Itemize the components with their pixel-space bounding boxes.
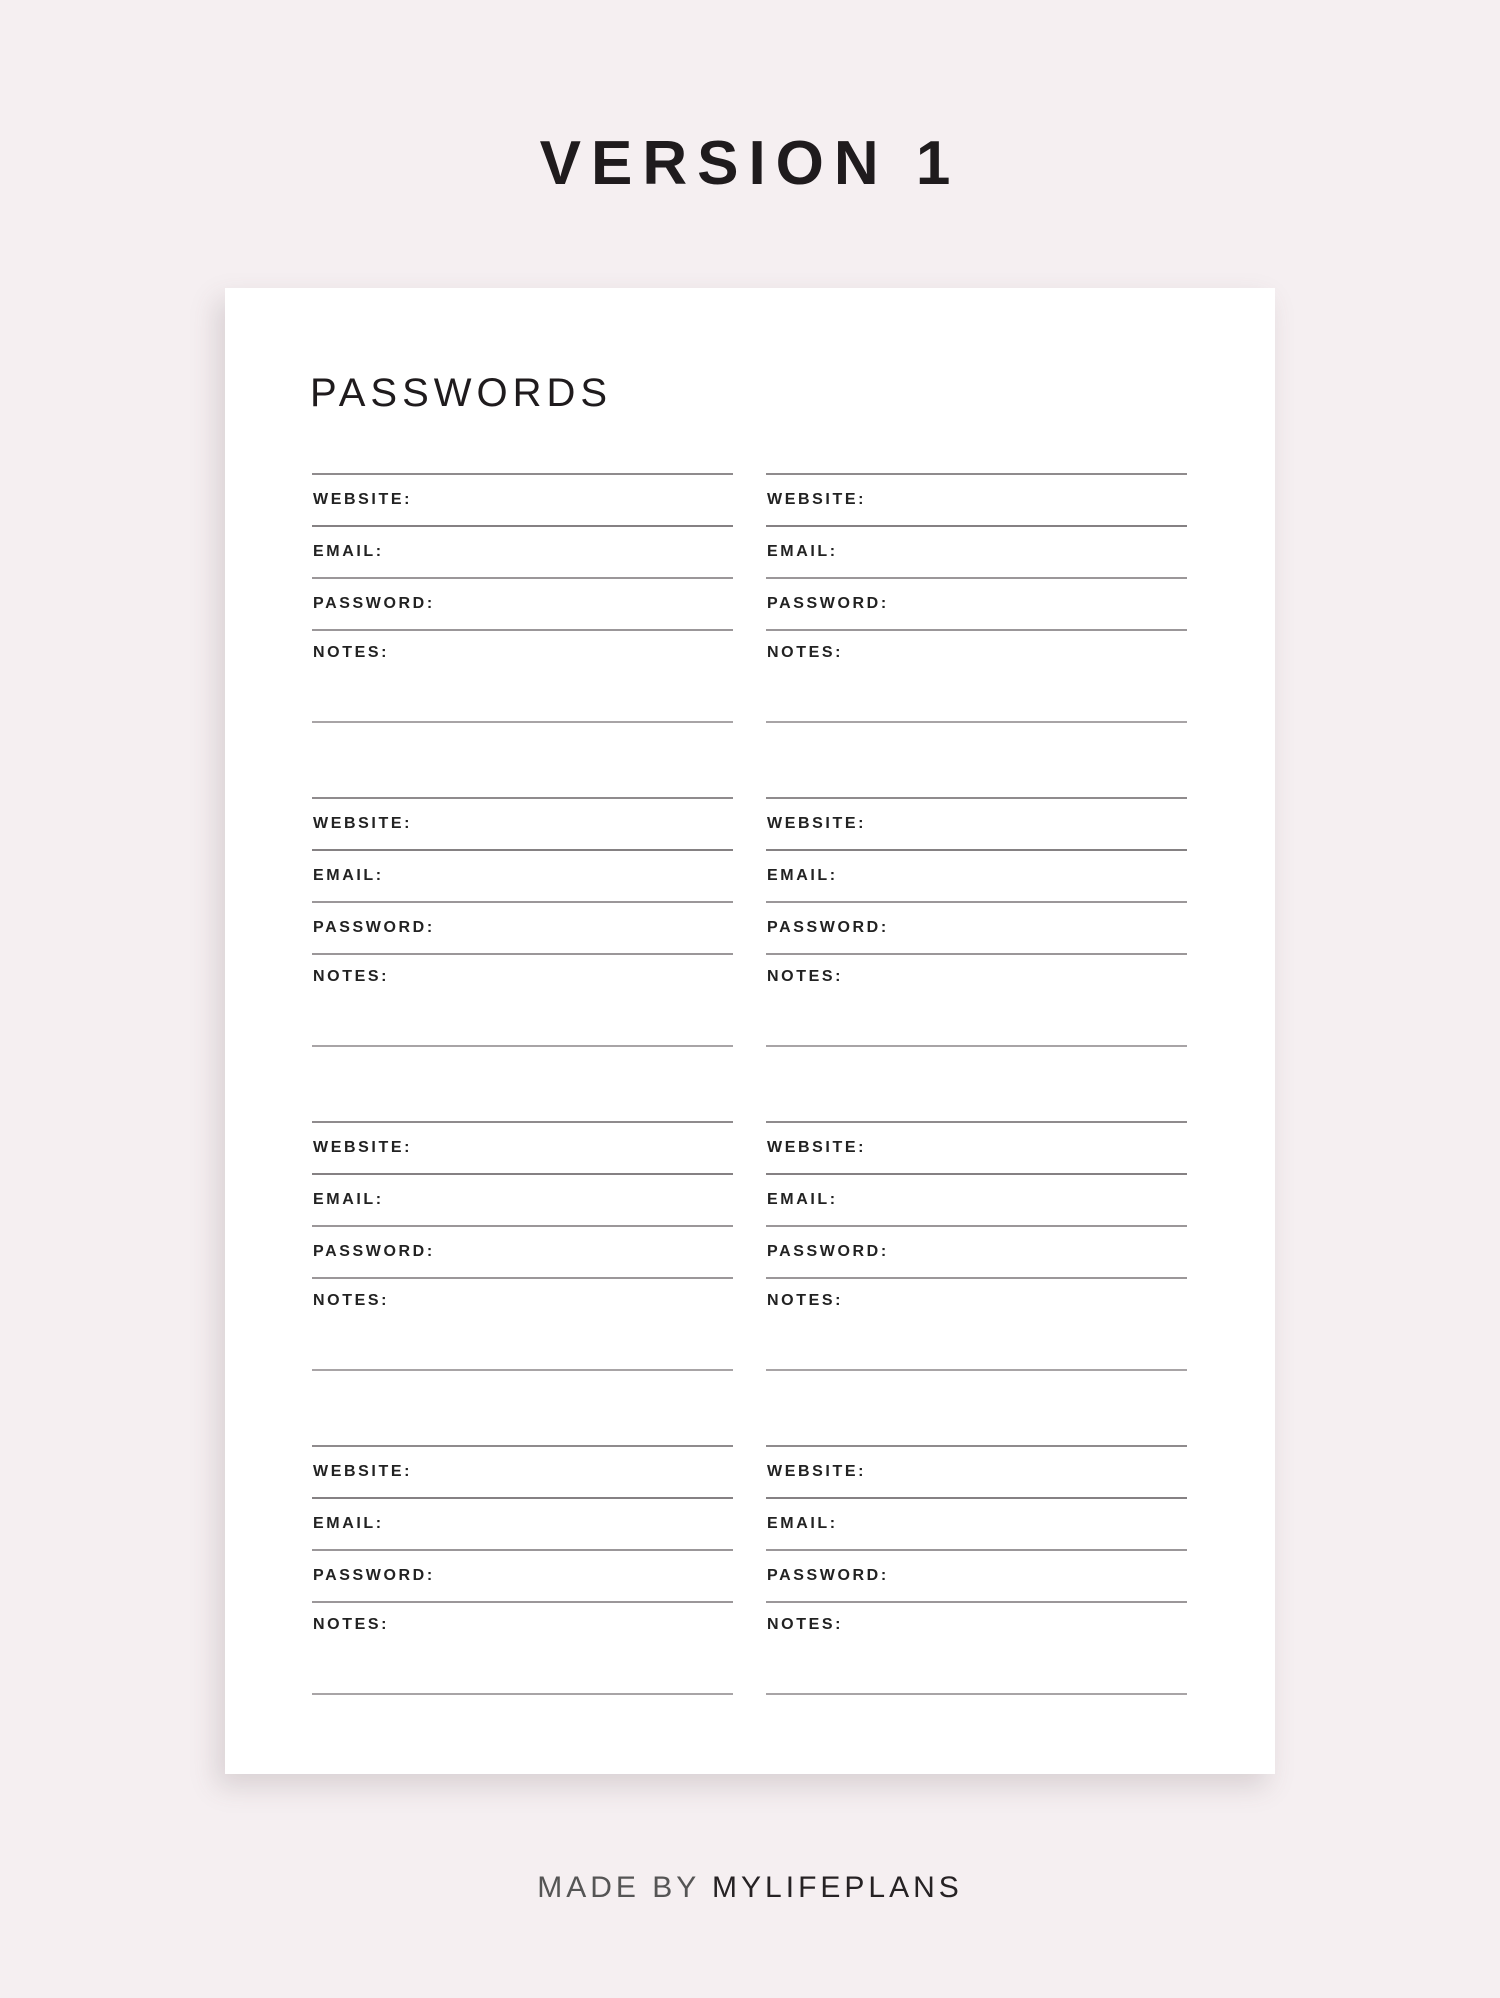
- password-field[interactable]: [312, 903, 733, 955]
- notes-label: NOTES:: [767, 1292, 844, 1309]
- password-field[interactable]: [766, 903, 1187, 955]
- notes-label: NOTES:: [313, 968, 390, 985]
- email-field[interactable]: [312, 1499, 733, 1551]
- password-card-6: [766, 1121, 1187, 1373]
- website-field[interactable]: [766, 475, 1187, 527]
- password-label: PASSWORD:: [313, 595, 435, 612]
- email-label: EMAIL:: [767, 1515, 838, 1532]
- email-field[interactable]: [766, 1499, 1187, 1551]
- notes-field[interactable]: [312, 1279, 733, 1371]
- notes-label: NOTES:: [767, 968, 844, 985]
- version-title: VERSION 1: [539, 129, 961, 198]
- website-field[interactable]: [766, 1447, 1187, 1499]
- password-card-7: [312, 1445, 733, 1697]
- password-card-2: [766, 473, 1187, 725]
- password-sheet: [225, 288, 1275, 1774]
- email-field[interactable]: [766, 851, 1187, 903]
- password-card-grid: [312, 473, 1192, 1697]
- email-label: EMAIL:: [313, 543, 384, 560]
- website-label: WEBSITE:: [767, 491, 867, 508]
- email-field[interactable]: [312, 527, 733, 579]
- notes-field[interactable]: [312, 1603, 733, 1695]
- website-field[interactable]: [312, 1447, 733, 1499]
- password-card-1: [312, 473, 733, 725]
- email-label: EMAIL:: [313, 1515, 384, 1532]
- password-card-8: [766, 1445, 1187, 1697]
- website-field[interactable]: [312, 799, 733, 851]
- password-field[interactable]: [312, 1551, 733, 1603]
- email-field[interactable]: [766, 1175, 1187, 1227]
- email-label: EMAIL:: [767, 867, 838, 884]
- notes-label: NOTES:: [313, 644, 390, 661]
- notes-field[interactable]: [766, 1279, 1187, 1371]
- notes-field[interactable]: [312, 631, 733, 723]
- footer-credit: [0, 1868, 1500, 1908]
- email-label: EMAIL:: [313, 867, 384, 884]
- email-label: EMAIL:: [767, 543, 838, 560]
- website-field[interactable]: [766, 799, 1187, 851]
- website-label: WEBSITE:: [313, 1463, 413, 1480]
- website-field[interactable]: [312, 475, 733, 527]
- password-field[interactable]: [766, 1227, 1187, 1279]
- password-label: PASSWORD:: [767, 1567, 889, 1584]
- password-card-5: [312, 1121, 733, 1373]
- password-field[interactable]: [766, 1551, 1187, 1603]
- email-field[interactable]: [766, 527, 1187, 579]
- password-label: PASSWORD:: [313, 919, 435, 936]
- password-label: PASSWORD:: [767, 919, 889, 936]
- notes-field[interactable]: [766, 631, 1187, 723]
- notes-label: NOTES:: [767, 644, 844, 661]
- footer-brand: MYLIFEPLANS: [712, 1871, 963, 1904]
- password-label: PASSWORD:: [313, 1243, 435, 1260]
- password-label: PASSWORD:: [313, 1567, 435, 1584]
- website-label: WEBSITE:: [313, 815, 413, 832]
- notes-field[interactable]: [312, 955, 733, 1047]
- password-label: PASSWORD:: [767, 1243, 889, 1260]
- email-field[interactable]: [312, 851, 733, 903]
- website-label: WEBSITE:: [313, 1139, 413, 1156]
- password-field[interactable]: [312, 579, 733, 631]
- email-label: EMAIL:: [313, 1191, 384, 1208]
- password-label: PASSWORD:: [767, 595, 889, 612]
- website-label: WEBSITE:: [767, 1463, 867, 1480]
- website-label: WEBSITE:: [767, 815, 867, 832]
- notes-label: NOTES:: [313, 1292, 390, 1309]
- notes-label: NOTES:: [767, 1616, 844, 1633]
- password-card-4: [766, 797, 1187, 1049]
- website-label: WEBSITE:: [313, 491, 413, 508]
- notes-label: NOTES:: [313, 1616, 390, 1633]
- footer-prefix: MADE BY: [537, 1871, 713, 1904]
- notes-field[interactable]: [766, 955, 1187, 1047]
- notes-field[interactable]: [766, 1603, 1187, 1695]
- password-field[interactable]: [766, 579, 1187, 631]
- password-card-3: [312, 797, 733, 1049]
- sheet-title: PASSWORDS: [310, 371, 613, 415]
- website-field[interactable]: [766, 1123, 1187, 1175]
- website-field[interactable]: [312, 1123, 733, 1175]
- email-label: EMAIL:: [767, 1191, 838, 1208]
- website-label: WEBSITE:: [767, 1139, 867, 1156]
- email-field[interactable]: [312, 1175, 733, 1227]
- password-field[interactable]: [312, 1227, 733, 1279]
